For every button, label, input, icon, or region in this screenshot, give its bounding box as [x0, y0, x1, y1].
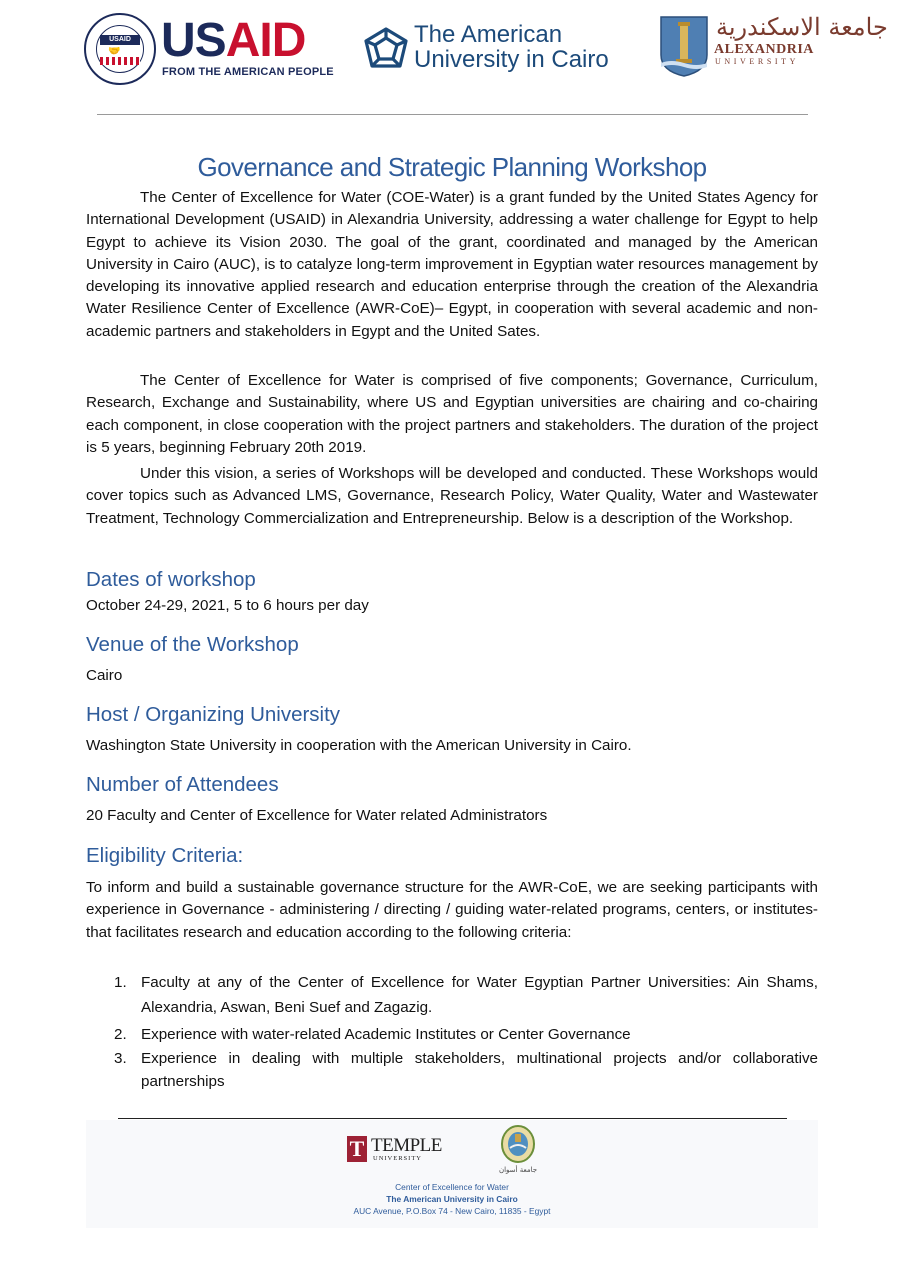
footer-center-name: Center of Excellence for Water	[395, 1182, 509, 1192]
intro-paragraph-1: The Center of Excellence for Water (COE-Water) is a grant funded by the United States Agency for International Development (USAID) in Alexandria University, addressing a water challenge for Egypt to help Egypt to achieve its Vision 2030. The goal of the grant, coordinated and managed by the American University in Cairo (AUC), is to catalyze long-term improvement in Egyptian water resources management by developing its innovative applied research and education enterprise through the creation of the Alexandria Water Resilience Center of Excellence (AWR-CoE)– Egypt, in cooperation with several academic and non-academic partners and stakeholders in Egypt and the United Sates.	[86, 189, 818, 340]
footer-university: The American University in Cairo	[386, 1194, 518, 1204]
header-divider	[97, 114, 808, 115]
venue-text: Cairo	[86, 667, 123, 684]
host-text: Washington State University in cooperation with the American University in Cairo.	[86, 737, 632, 754]
auc-logo-icon	[362, 26, 410, 74]
alexandria-arabic-name: جامعة الاسكندرية	[716, 13, 888, 41]
usaid-seal-label: USAID	[100, 35, 140, 45]
list-item: 3. Experience in dealing with multiple stakeholders, multinational projects and/or collaborative partnerships	[114, 1050, 818, 1090]
attendees-text: 20 Faculty and Center of Excellence for Water related Administrators	[86, 807, 548, 824]
alexandria-name: ALEXANDRIA	[714, 42, 814, 57]
list-item: 2. Experience with water-related Academic Institutes or Center Governance	[114, 1026, 631, 1043]
host-heading: Host / Organizing University	[86, 703, 341, 726]
usaid-seal-logo	[84, 13, 156, 85]
handshake-icon: 🤝	[108, 46, 121, 57]
temple-logo-name: TEMPLE	[371, 1135, 442, 1156]
temple-logo-icon: T	[347, 1136, 367, 1162]
criteria-list	[114, 970, 818, 1093]
aswan-university-seal-icon	[500, 1124, 536, 1164]
aswan-arabic-name: جامعة أسوان	[498, 1166, 538, 1174]
page-title: Governance and Strategic Planning Workshop	[197, 152, 707, 182]
eligibility-text: To inform and build a sustainable governance structure for the AWR-CoE, we are seeking participants with experience in Governance - administering / directing / guiding water-related programs, centers, or institutes- that facilitates research and education according to the following criteria:	[86, 879, 818, 941]
dates-heading: Dates of workshop	[86, 568, 256, 591]
attendees-heading: Number of Attendees	[86, 773, 279, 796]
venue-heading: Venue of the Workshop	[86, 633, 299, 656]
dates-text: October 24-29, 2021, 5 to 6 hours per day	[86, 597, 369, 614]
alexandria-university-label: UNIVERSITY	[715, 57, 799, 66]
eligibility-heading: Eligibility Criteria:	[86, 844, 244, 867]
intro-paragraph-3: Under this vision, a series of Workshops will be developed and conducted. These Workshops would cover topics such as Advanced LMS, Governance, Research Policy, Water Quality, Water and Wastewater Treatment, Technology Commercialization and Entrepreneurship. Below is a description of the Workshop.	[86, 465, 818, 527]
footer-address: AUC Avenue, P.O.Box 74 - New Cairo, 11835 - Egypt	[353, 1206, 551, 1216]
usaid-wordmark: USAID	[161, 14, 306, 67]
auc-logo-text: The American University in Cairo	[414, 21, 609, 73]
temple-logo-sub: UNIVERSITY	[373, 1155, 422, 1162]
alexandria-lighthouse-crest-icon	[659, 15, 709, 77]
list-item: 1. Faculty at any of the Center of Excellence for Water Egyptian Partner Universities: Ain Shams, Alexandria, Aswan, Beni Suef and Zagazig.	[114, 974, 818, 1016]
usaid-tagline: FROM THE AMERICAN PEOPLE	[162, 66, 334, 78]
intro-paragraph-2: The Center of Excellence for Water is comprised of five components; Governance, Curriculum, Research, Exchange and Sustainability, where US and Egyptian universities are chairing and co-chairing each component, in close cooperation with the project partners and stakeholders. The duration of the project is 5 years, beginning February 20th 2019.	[86, 372, 818, 456]
